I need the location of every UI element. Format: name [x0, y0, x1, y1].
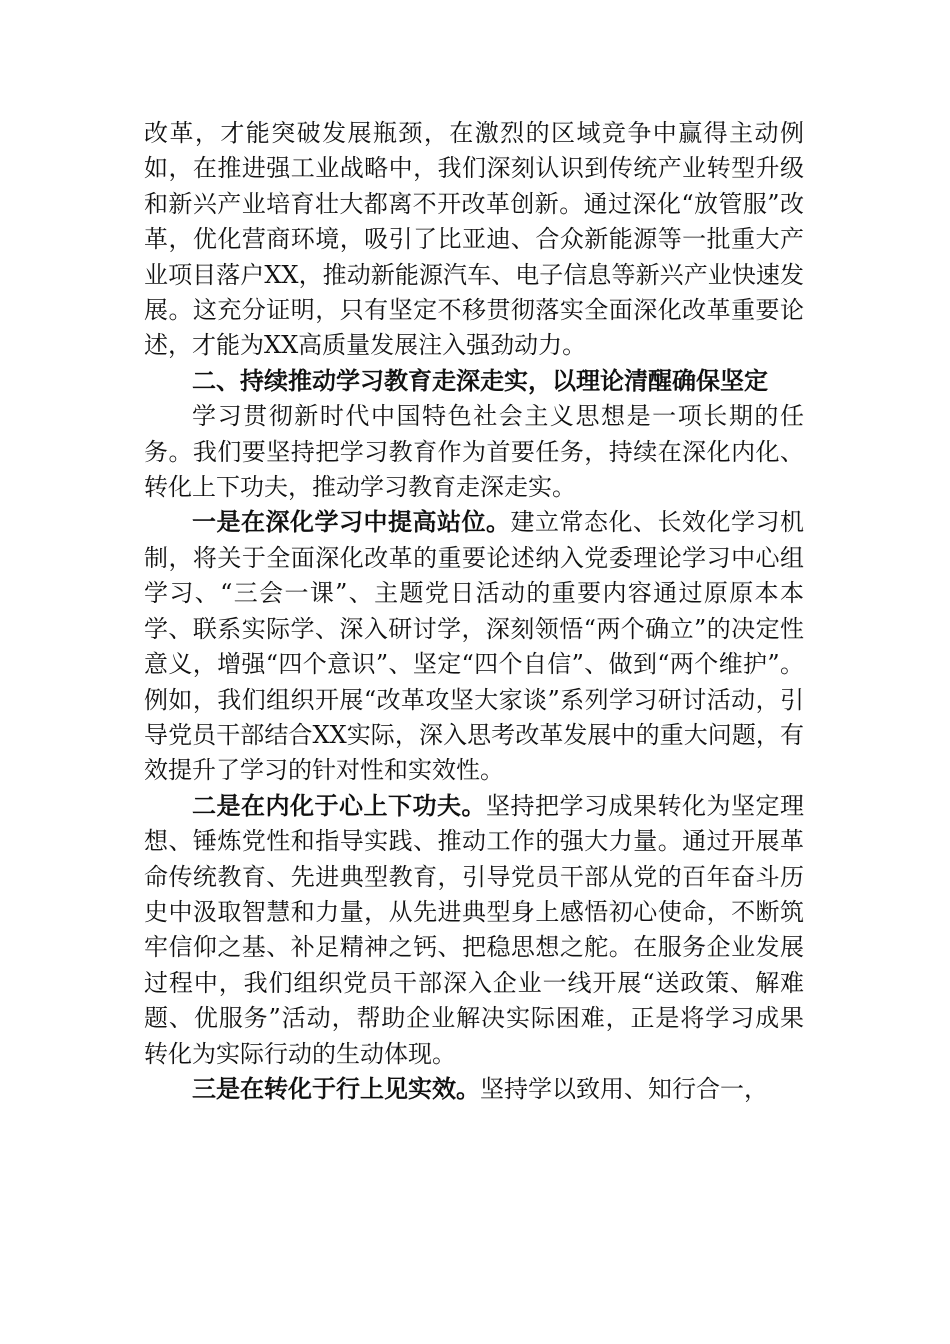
paragraph-point-2: [144, 789, 804, 1072]
point-2-body: 坚持把学习成果转化为坚定理想、锤炼党性和指导实践、推动工作的强大力量。通过开展革命传统教育、先进典型教育，引导党员干部从党的百年奋斗历史中汲取智慧和力量，从先进典型身上感悟初心使命，不断筑牢信仰之基、补足精神之钙、把稳思想之舵。在服务企业发展过程中，我们组织党员干部深入企业一线开展“送政策、解难题、优服务”活动，帮助企业解决实际困难，正是将学习成果转化为实际行动的生动体现。: [144, 791, 804, 1068]
point-3-lead: 三是在转化于行上见实效。: [192, 1074, 480, 1103]
paragraph-point-3: [144, 1072, 804, 1107]
point-1-lead: 一是在深化学习中提高站位。: [192, 508, 511, 537]
point-3-body: 坚持学以致用、知行合一，: [480, 1074, 768, 1103]
section-heading-2: 二、持续推动学习教育走深走实，以理论清醒确保坚定: [192, 366, 768, 395]
document-page: [144, 116, 804, 1107]
point-1-body: 建立常态化、长效化学习机制，将关于全面深化改革的重要论述纳入党委理论学习中心组学习、“三会一课”、主题党日活动的重要内容通过原原本本学、联系实际学、深入研讨学，深刻领悟“两个确立”的决定性意义，增强“四个意识”、坚定“四个自信”、做到“两个维护”。例如，我们组织开展“改革攻坚大家谈”系列学习研讨活动，引导党员干部结合XX实际，深入思考改革发展中的重大问题，有效提升了学习的针对性和实效性。: [144, 508, 804, 785]
paragraph-study-intro: 学习贯彻新时代中国特色社会主义思想是一项长期的任务。我们要坚持把学习教育作为首要任务，持续在深化内化、转化上下功夫，推动学习教育走深走实。: [144, 402, 804, 502]
paragraph-point-1: [144, 505, 804, 788]
point-2-lead: 二是在内化于心上下功夫。: [192, 791, 486, 820]
paragraph-reform-continuation: 改革，才能突破发展瓶颈，在激烈的区域竞争中赢得主动例如，在推进强工业战略中，我们深刻认识到传统产业转型升级和新兴产业培育壮大都离不开改革创新。通过深化“放管服”改革，优化营商环境，吸引了比亚迪、合众新能源等一批重大产业项目落户XX，推动新能源汽车、电子信息等新兴产业快速发展。这充分证明，只有坚定不移贯彻落实全面深化改革重要论述，才能为XX高质量发展注入强劲动力。: [144, 119, 804, 360]
